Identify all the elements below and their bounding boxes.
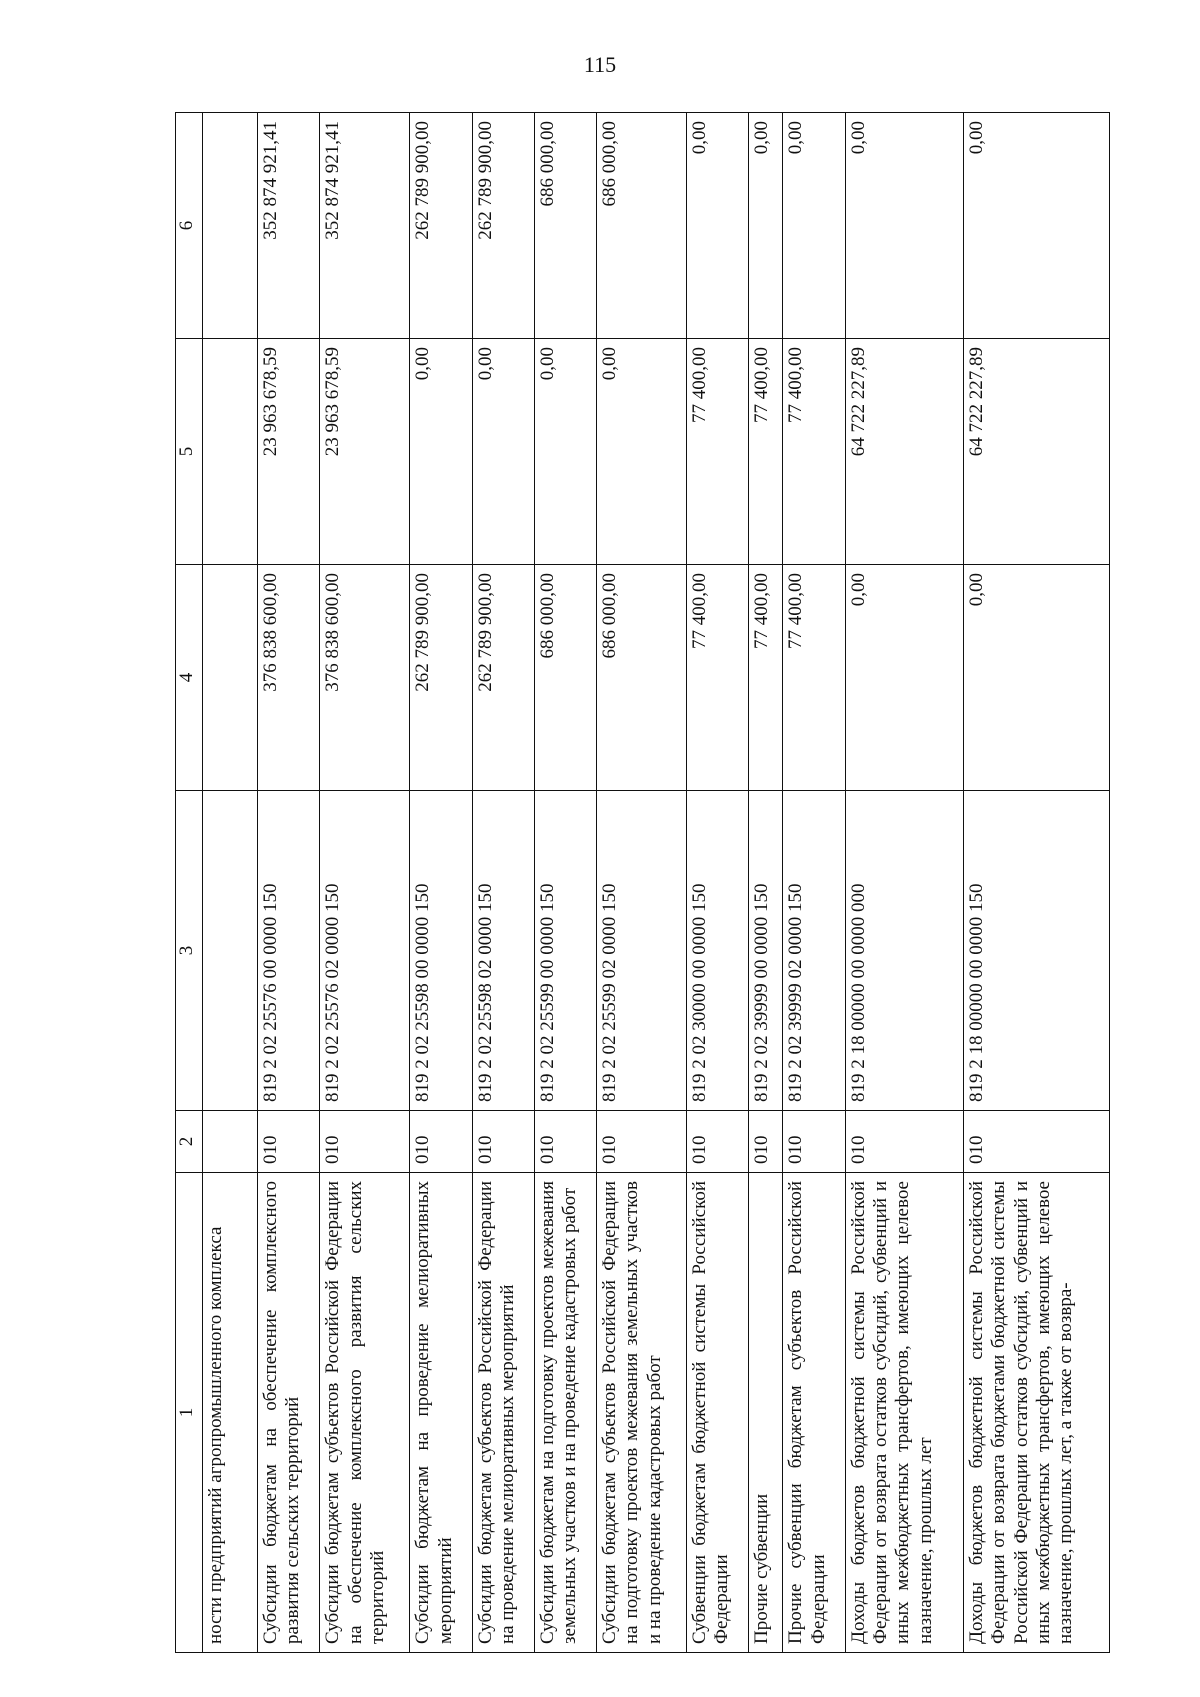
cell-budget-code: 819 2 02 25599 02 0000 150 bbox=[596, 791, 686, 1111]
table-row bbox=[472, 113, 534, 1653]
table-header-row bbox=[176, 113, 203, 1653]
cell-amount-col5: 23 963 678,59 bbox=[320, 339, 410, 565]
cell-amount-col6: 0,00 bbox=[963, 113, 1109, 339]
cell-budget-code: 819 2 02 25598 02 0000 150 bbox=[472, 791, 534, 1111]
table-row bbox=[320, 113, 410, 1653]
cell-amount-col4: 376 838 600,00 bbox=[258, 565, 320, 791]
cell-code: 010 bbox=[596, 1111, 686, 1173]
cell-amount-col6 bbox=[203, 113, 258, 339]
cell-description: Субсидии бюджетам субъектов Российской Федерации на проведение мелиоративных мероприятий bbox=[472, 1173, 534, 1653]
cell-amount-col5: 77 400,00 bbox=[749, 339, 783, 565]
cell-description: Субсидии бюджетам на обеспечение комплексного развития сельских территорий bbox=[258, 1173, 320, 1653]
cell-description: Субсидии бюджетам на подготовку проектов межевания земельных участков и на проведение кадастровых работ bbox=[534, 1173, 596, 1653]
cell-code bbox=[203, 1111, 258, 1173]
cell-budget-code: 819 2 02 39999 00 0000 150 bbox=[749, 791, 783, 1111]
cell-budget-code: 819 2 18 00000 00 0000 000 bbox=[845, 791, 963, 1111]
cell-amount-col4: 262 789 900,00 bbox=[410, 565, 472, 791]
cell-description: Доходы бюджетов бюджетной системы Российской Федерации от возврата остатков субсидий, субвенций и иных межбюджетных трансфертов, имеющих целевое назначение, прошлых лет bbox=[845, 1173, 963, 1653]
cell-description: Прочие субвенции bbox=[749, 1173, 783, 1653]
cell-description: Субсидии бюджетам субъектов Российской Федерации на подготовку проектов межевания земельных участков и на проведение кадастровых работ bbox=[596, 1173, 686, 1653]
cell-amount-col5: 0,00 bbox=[410, 339, 472, 565]
cell-code: 010 bbox=[783, 1111, 845, 1173]
cell-amount-col5 bbox=[203, 339, 258, 565]
cell-amount-col4: 0,00 bbox=[963, 565, 1109, 791]
cell-budget-code: 819 2 18 00000 00 0000 150 bbox=[963, 791, 1109, 1111]
cell-amount-col4: 262 789 900,00 bbox=[472, 565, 534, 791]
cell-amount-col6: 0,00 bbox=[783, 113, 845, 339]
cell-description: Прочие субвенции бюджетам субъектов Российской Федерации bbox=[783, 1173, 845, 1653]
cell-amount-col5: 23 963 678,59 bbox=[258, 339, 320, 565]
cell-amount-col5: 0,00 bbox=[472, 339, 534, 565]
table-row bbox=[687, 113, 749, 1653]
cell-amount-col6: 686 000,00 bbox=[534, 113, 596, 339]
column-header: 1 bbox=[176, 1173, 203, 1653]
cell-code: 010 bbox=[258, 1111, 320, 1173]
cell-budget-code: 819 2 02 39999 02 0000 150 bbox=[783, 791, 845, 1111]
table-row bbox=[534, 113, 596, 1653]
cell-amount-col6: 0,00 bbox=[687, 113, 749, 339]
table-row bbox=[596, 113, 686, 1653]
cell-description: Субсидии бюджетам на проведение мелиоративных мероприятий bbox=[410, 1173, 472, 1653]
cell-amount-col6: 0,00 bbox=[749, 113, 783, 339]
cell-code: 010 bbox=[749, 1111, 783, 1173]
cell-code: 010 bbox=[534, 1111, 596, 1173]
cell-amount-col4: 376 838 600,00 bbox=[320, 565, 410, 791]
cell-code: 010 bbox=[845, 1111, 963, 1173]
cell-code: 010 bbox=[687, 1111, 749, 1173]
column-header: 5 bbox=[176, 339, 203, 565]
cell-code: 010 bbox=[472, 1111, 534, 1173]
cell-budget-code: 819 2 02 25576 02 0000 150 bbox=[320, 791, 410, 1111]
cell-amount-col4: 686 000,00 bbox=[596, 565, 686, 791]
column-header: 3 bbox=[176, 791, 203, 1111]
cell-amount-col4: 686 000,00 bbox=[534, 565, 596, 791]
cell-description: Доходы бюджетов бюджетной системы Российской Федерации от возврата бюджетами бюджетной системы Российской Федерации остатков субсидий, субвенций и иных межбюджетных трансфертов, имеющих целевое назначение, прошлых лет, а также от возвра- bbox=[963, 1173, 1109, 1653]
column-header: 4 bbox=[176, 565, 203, 791]
cell-budget-code: 819 2 02 25598 00 0000 150 bbox=[410, 791, 472, 1111]
column-header: 6 bbox=[176, 113, 203, 339]
cell-amount-col5: 77 400,00 bbox=[783, 339, 845, 565]
cell-amount-col6: 262 789 900,00 bbox=[472, 113, 534, 339]
cell-code: 010 bbox=[320, 1111, 410, 1173]
budget-table bbox=[175, 112, 1110, 1653]
cell-amount-col4 bbox=[203, 565, 258, 791]
table-row bbox=[783, 113, 845, 1653]
table-body bbox=[203, 113, 1110, 1653]
cell-amount-col5: 64 722 227,89 bbox=[845, 339, 963, 565]
table-row bbox=[963, 113, 1109, 1653]
cell-description: Субвенции бюджетам бюджетной системы Российской Федерации bbox=[687, 1173, 749, 1653]
table-row bbox=[749, 113, 783, 1653]
cell-budget-code: 819 2 02 30000 00 0000 150 bbox=[687, 791, 749, 1111]
table-row bbox=[410, 113, 472, 1653]
cell-amount-col6: 262 789 900,00 bbox=[410, 113, 472, 339]
cell-budget-code: 819 2 02 25576 00 0000 150 bbox=[258, 791, 320, 1111]
cell-amount-col4: 77 400,00 bbox=[783, 565, 845, 791]
table-row bbox=[845, 113, 963, 1653]
cell-budget-code bbox=[203, 791, 258, 1111]
cell-amount-col6: 352 874 921,41 bbox=[258, 113, 320, 339]
cell-code: 010 bbox=[410, 1111, 472, 1173]
cell-amount-col6: 686 000,00 bbox=[596, 113, 686, 339]
cell-amount-col5: 0,00 bbox=[596, 339, 686, 565]
cell-amount-col4: 77 400,00 bbox=[749, 565, 783, 791]
cell-description: Субсидии бюджетам субъектов Российской Федерации на обеспечение комплексного развития сельских территорий bbox=[320, 1173, 410, 1653]
cell-amount-col5: 0,00 bbox=[534, 339, 596, 565]
page-number: 115 bbox=[583, 52, 617, 77]
cell-amount-col4: 0,00 bbox=[845, 565, 963, 791]
table-row bbox=[258, 113, 320, 1653]
cell-code: 010 bbox=[963, 1111, 1109, 1173]
cell-amount-col5: 64 722 227,89 bbox=[963, 339, 1109, 565]
cell-description: ности предприятий агропромышленного комплекса bbox=[203, 1173, 258, 1653]
column-header: 2 bbox=[176, 1111, 203, 1173]
cell-amount-col4: 77 400,00 bbox=[687, 565, 749, 791]
cell-budget-code: 819 2 02 25599 00 0000 150 bbox=[534, 791, 596, 1111]
cell-amount-col6: 352 874 921,41 bbox=[320, 113, 410, 339]
rotated-table-container bbox=[175, 113, 1110, 1653]
table-row bbox=[203, 113, 258, 1653]
cell-amount-col5: 77 400,00 bbox=[687, 339, 749, 565]
cell-amount-col6: 0,00 bbox=[845, 113, 963, 339]
